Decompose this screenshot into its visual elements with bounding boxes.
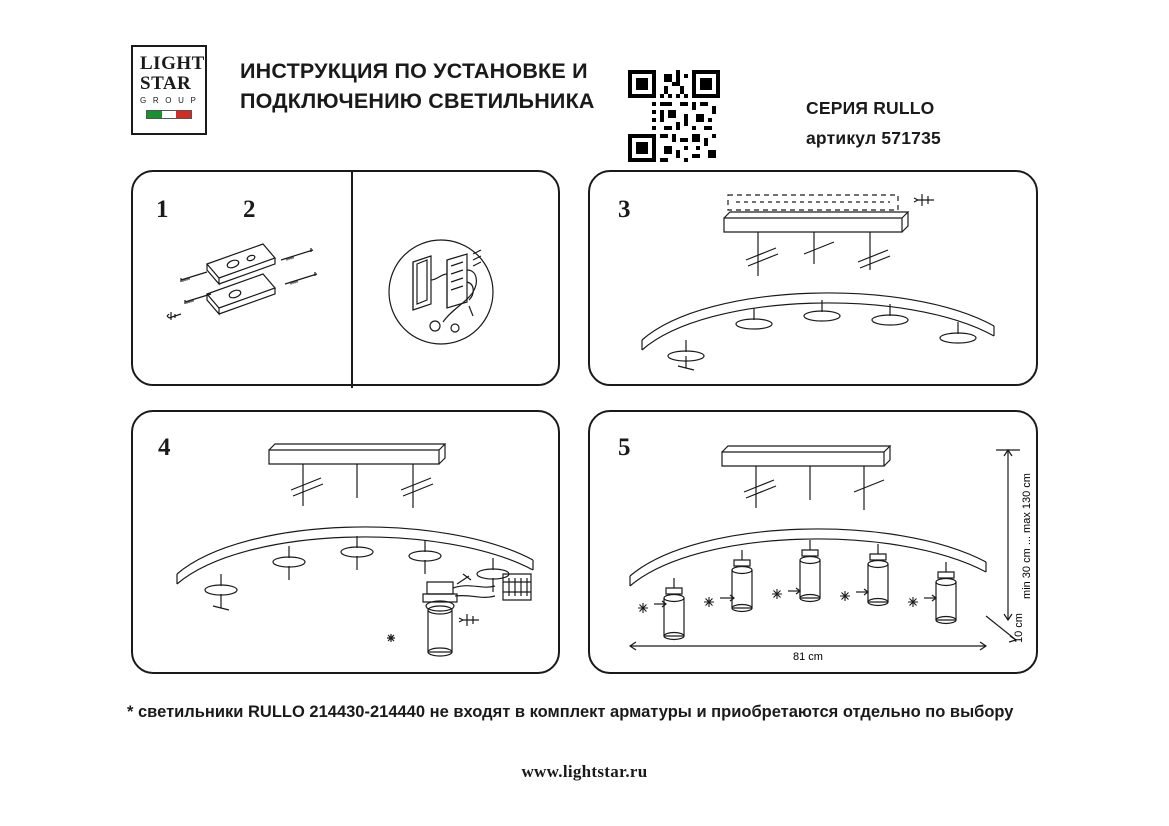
italy-flag-icon [146, 110, 192, 119]
step-number-5: 5 [618, 434, 631, 461]
height-dimension-label: min 30 cm ... max 130 cm [1021, 473, 1033, 599]
page-header [0, 36, 1169, 148]
footnote-text: * светильники RULLO 214430-214440 не входят в комплект арматуры и приобретаются отдельно по выбору [127, 703, 1014, 721]
step-1-illustration [163, 232, 343, 362]
step-number-2: 2 [243, 196, 256, 223]
logo-line-1: LIGHT [140, 53, 205, 74]
step-panel-4 [131, 410, 560, 674]
series-label: СЕРИЯ RULLO [806, 98, 935, 118]
step-2-illustration [373, 230, 543, 360]
step-panel-3 [588, 170, 1038, 386]
logo-line-2: STAR [140, 73, 192, 94]
title-line-1: ИНСТРУКЦИЯ ПО УСТАНОВКЕ И [240, 59, 588, 83]
step-3-illustration [618, 190, 1018, 370]
step-panel-1-2 [131, 170, 560, 386]
website-url: www.lightstar.ru [521, 762, 648, 781]
panel-divider [351, 172, 353, 388]
qr-code-icon [628, 70, 720, 162]
step-number-1: 1 [156, 196, 169, 223]
step-4-illustration [151, 424, 551, 664]
step-panel-5 [588, 410, 1038, 674]
title-line-2: ПОДКЛЮЧЕНИЮ СВЕТИЛЬНИКА [240, 89, 595, 113]
step-number-4: 4 [158, 434, 171, 461]
depth-dimension-label: 10 cm [1013, 613, 1025, 643]
page-title [240, 56, 620, 116]
article-label: артикул 571735 [806, 128, 941, 148]
product-info [806, 93, 1106, 153]
logo-group-text: G R O U P [140, 96, 199, 105]
step-number-3: 3 [618, 196, 631, 223]
brand-logo [131, 45, 207, 135]
width-dimension-label: 81 cm [793, 651, 823, 663]
step-5-illustration [610, 426, 1033, 666]
